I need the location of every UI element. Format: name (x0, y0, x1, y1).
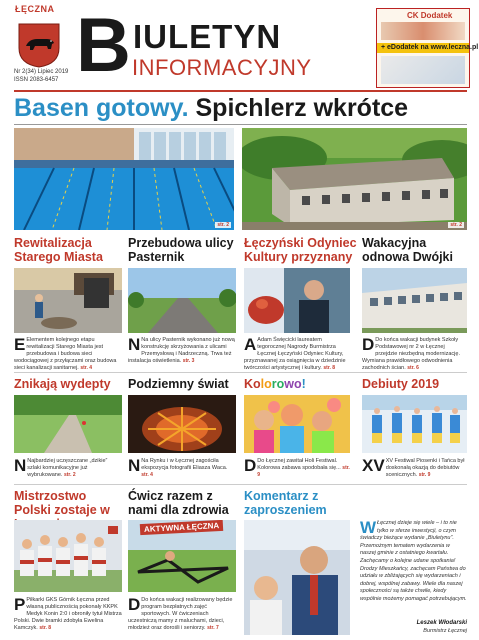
row2-text-4-content: XV Festiwal Piosenki i Tańca był doskonałą okazją do debiutów scenicznych. (385, 458, 465, 478)
insert-photo-2 (381, 56, 465, 84)
row1-photo-3 (244, 268, 350, 333)
row3-text-1 (14, 597, 122, 632)
headline-part2: Spichlerz wkrótce (188, 94, 409, 122)
row1-text-1 (14, 337, 122, 372)
row3-title-2: Ćwicz razem z nami dla zdrowia (128, 489, 229, 517)
row1-text-4-content: Do końca wakacji budynek Szkoły Podstawowej nr 2 w Łęcznej przejdzie niezbędną modernizację. Wymiana prawidłowego odwodnienia zachodnich ścian. (362, 337, 460, 371)
row3-title-3: Komentarz z zaproszeniem (244, 489, 327, 517)
row1-ref-1: str. 4 (80, 365, 93, 371)
row1-title-4: Wakacyjna odnowa Dwójki (362, 236, 453, 264)
row2-title-3-part-5: ! (301, 377, 306, 391)
row3-text-1-content: Piłkarki GKS Górnik Łęczna przed własną publicznością pokonały KKPK Medyk Konin 2:0 i obroniły tytuł Mistrza Polski. Dwie bramki zdobyła Ewelina Kamczyk. (14, 597, 122, 631)
row2-title-3-part-1: Ko (244, 377, 261, 391)
row1-drop-4: D (362, 335, 375, 354)
row3-photo-3 (244, 520, 350, 635)
mayor-role: Burmistrz Łęcznej (423, 628, 467, 634)
row2-ref-4: str. 9 (418, 472, 431, 478)
row2-ref-3: str. 9 (257, 465, 350, 478)
row1-text-4 (362, 337, 467, 372)
title-subtitle: INFORMACYJNY (132, 55, 312, 80)
row2-title-1: Znikają wydepty (14, 377, 111, 391)
mayor-comment-content: Łęcznej dzieje się wiele – i to nie tylko w sferze inwestycji, o czym świadczy bieżące wydanie „Biuletynu”. Przemożnym tematem wydarzenia w naszej gminie z ostatniego kwartału. Zachęcamy o kolejne udane spotkania! Drodzy Mieszkańcy, zachęcam Państwa do udziału w zbliżających się wydarzeniach i dobrej, wspólnej zabawy. Wiele dla naszej społeczności są także chwile, kiedy wspólnie możemy pomagać potrzebującym. (360, 520, 467, 602)
issue-number: Nr 2(34) Lipiec 2019 (14, 69, 69, 75)
row1-text-3-content: Adam Święcicki laureatem tegorocznej Nagrody Burmistrza Łęcznej Łęczyński Odyniec Kultury, przyznawanej za osiągnięcia w dziedzinie twórczości artystycznej i kultury. (244, 337, 346, 371)
row3-text-2 (128, 597, 236, 632)
row2-divider (14, 484, 467, 485)
row2-text-2-content: Na Rynku i w Łęcznej zagościła ekspozycja fotografii Eliasza Waca. (141, 458, 228, 471)
row3-title-1: Mistrzostwo Polski zostaje w (14, 489, 110, 517)
masthead-rule (14, 90, 467, 92)
row1-ref-2: str. 3 (182, 358, 195, 364)
row2-title-2: Podziemny świat (128, 377, 229, 391)
row1-photo-2 (128, 268, 236, 333)
granary-photo (242, 128, 467, 230)
row2-drop-3: D (244, 456, 257, 475)
row3-photo-2 (128, 520, 236, 592)
row2-title-3-part-3: ro (271, 377, 285, 391)
row2-photo-2 (128, 395, 236, 453)
row1-divider (14, 372, 467, 373)
row3-text-2-content: Do końca wakacji realizowany będzie program bezpłatnych zajęć sportowych. W ćwiczeniach uczestniczą mamy z maluchami, dzieci, młodzież oraz dorośli i seniorzy. (128, 597, 233, 631)
ck-insert-teaser[interactable] (376, 8, 479, 88)
row1-title-1: Rewitalizacja Starego Miasta (14, 236, 103, 264)
row2-ref-1: str. 2 (63, 472, 76, 478)
mayor-drop: W (360, 518, 377, 537)
row2-title-3 (244, 377, 350, 391)
row1-title-3: Łęczyński Odyniec Kultury przyznany (244, 236, 357, 264)
row2-text-3 (244, 458, 350, 479)
row2-photo-3 (244, 395, 350, 453)
mayor-comment (360, 520, 467, 604)
city-crest-icon (17, 22, 61, 68)
row3-drop-2: D (128, 595, 141, 614)
title-big-letter: B (76, 3, 131, 88)
row3-ref-1: str. 8 (39, 625, 52, 631)
row2-text-1 (14, 458, 122, 479)
issue-info (14, 68, 68, 84)
row2-title-3-part-2: lo (260, 377, 272, 391)
edodatek-link[interactable]: + eDodatek na www.leczna.pl (381, 44, 479, 51)
row1-photo-1 (14, 268, 122, 333)
row2-text-2 (128, 458, 236, 479)
row2-title-3-part-4: wo (284, 377, 302, 391)
granary-page-ref: str. 2 (450, 222, 462, 228)
pool-photo (14, 128, 234, 230)
edodatek-banner[interactable] (377, 43, 479, 53)
row2-drop-1: N (14, 456, 27, 475)
pool-page-ref: str. 2 (217, 222, 229, 228)
headline-rule (14, 124, 467, 125)
row3-drop-1: P (14, 595, 26, 614)
city-name: ŁĘCZNA (15, 4, 55, 14)
row2-ref-2: str. 4 (141, 472, 153, 478)
row1-photo-4 (362, 268, 467, 333)
row1-ref-3: str. 8 (323, 365, 336, 371)
mayor-signature: Leszek Włodarski (416, 620, 467, 626)
row1-text-2 (128, 337, 236, 365)
row3-photo-1 (14, 520, 122, 592)
title-main: IULETYN (133, 18, 282, 55)
row2-text-4 (362, 458, 467, 479)
row1-ref-4: str. 6 (407, 365, 419, 371)
issn: ISSN 2083-6457 (14, 77, 59, 83)
row1-text-2-content: Na ulicy Pasternik wykonano już nową konstrukcję skrzyżowania z ulicami Przemysłową i Nadrzeczną. Trwa też instalacja oświetlenia. (128, 337, 235, 364)
ck-insert-title: CK Dodatek (407, 11, 453, 20)
row3-ref-2: str. 7 (207, 625, 219, 631)
row2-text-3-content: Do Łęcznej zawitał Holi Festiwal. Kolorowa zabawa spodobała się... (257, 458, 341, 471)
row2-drop-4: XV (362, 456, 385, 475)
row1-text-1-content: Elementem kolejnego etapu rewitalizacji Starego Miasta jest przebudowa i budowa sieci wodociągowej z przyłączami oraz budowa sieci kanalizacji sanitarnej. (14, 337, 117, 371)
aktywna-leczna-banner: AKTYWNA ŁĘCZNA (140, 520, 224, 535)
row1-drop-3: A (244, 335, 257, 354)
row2-photo-1 (14, 395, 122, 453)
main-headline (14, 93, 408, 123)
headline-part1: Basen gotowy. (14, 94, 189, 122)
row2-text-1-content: Najbardziej uczęszczane „dzikie” szlaki komunikacyjne już wybrukowane. (27, 458, 108, 478)
row2-photo-4 (362, 395, 467, 453)
row1-drop-1: E (14, 335, 26, 354)
row1-drop-2: N (128, 335, 141, 354)
row2-drop-2: N (128, 456, 141, 475)
row2-title-4: Debiuty 2019 (362, 377, 440, 391)
insert-photo (381, 22, 465, 40)
row1-title-2: Przebudowa ulicy Pasternik (128, 236, 234, 264)
row1-text-3 (244, 337, 350, 372)
